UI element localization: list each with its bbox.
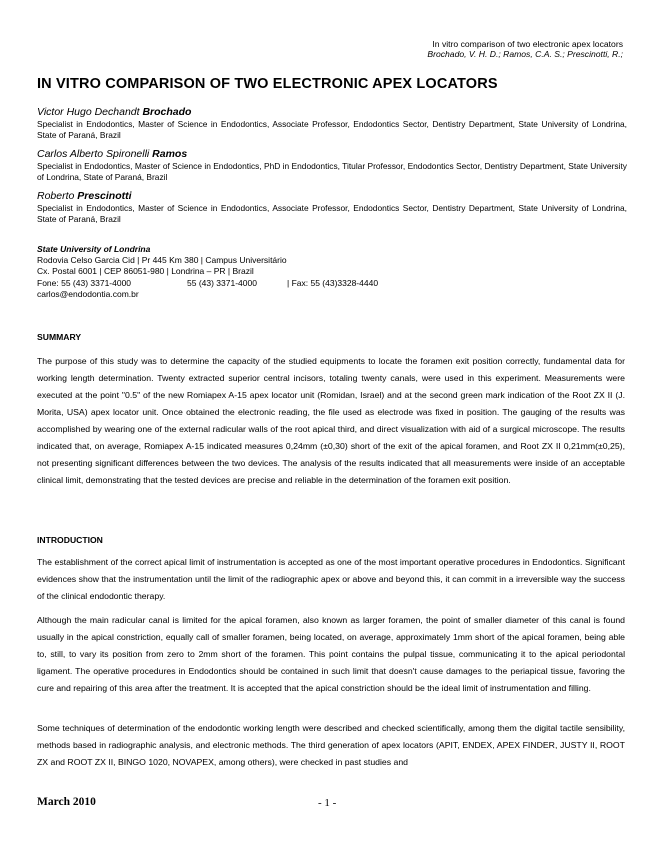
author-family-name: Brochado	[142, 106, 192, 118]
author-affiliation: Specialist in Endodontics, Master of Science in Endodontics, Associate Professor, Endodontics Sector, Dentistry Department, State University of Londrina, State of Paraná, Brazil	[37, 203, 627, 224]
institution-block	[37, 244, 378, 300]
page-number: - 1 -	[318, 797, 337, 809]
author-name	[37, 106, 627, 119]
summary-heading: SUMMARY	[37, 332, 82, 342]
author-affiliation: Specialist in Endodontics, Master of Science in Endodontics, Associate Professor, Endodontics Sector, Dentistry Department, State University of Londrina, State of Paraná, Brazil	[37, 119, 627, 140]
author-given-name: Victor Hugo Dechandt	[37, 106, 140, 118]
phone-number: Fone: 55 (43) 3371-4000	[37, 277, 132, 288]
introduction-paragraph: Some techniques of determination of the endodontic working length were described and checked scientifically, among them the digital tactile sensibility, methods based in radiographic analysis, and electronic methods. The third generation of apex locators (APIT, ENDEX, APEX FINDER, JUSTY II, ROOT ZX and ROOT ZX II, BINGO 1020, NOVAPEX, among others), were checked in past studies and	[37, 723, 625, 767]
author-affiliation: Specialist in Endodontics, Master of Science in Endodontics, PhD in Endodontics, Titular Professor, Endodontics Sector, Dentistry Department, State University of Londrina, State of Paraná, Brazil	[37, 161, 627, 182]
institution-address-line: Cx. Postal 6001 | CEP 86051-980 | Londrina – PR | Brazil	[37, 266, 254, 277]
contact-email: carlos@endodontia.com.br	[37, 288, 139, 299]
institution-name: State University of Londrina	[37, 244, 151, 254]
running-header	[427, 39, 623, 59]
author-name	[37, 148, 627, 161]
author-given-name: Roberto	[37, 190, 75, 202]
author-entry	[37, 106, 627, 140]
running-header-authors: Brochado, V. H. D.; Ramos, C.A. S.; Prescinotti, R.;	[427, 49, 623, 59]
introduction-heading: INTRODUCTION	[37, 535, 103, 545]
author-entry	[37, 190, 627, 224]
author-family-name: Ramos	[152, 148, 188, 160]
author-given-name: Carlos Alberto Spironelli	[37, 148, 150, 160]
author-entry	[37, 148, 627, 182]
phone-number: 55 (43) 3371-4000	[187, 277, 257, 288]
paper-title: IN VITRO COMPARISON OF TWO ELECTRONIC APEX LOCATORS	[37, 76, 498, 92]
running-header-title: In vitro comparison of two electronic apex locators	[432, 39, 623, 49]
footer-date: March 2010	[37, 796, 96, 808]
author-name	[37, 190, 627, 203]
author-family-name: Prescinotti	[77, 190, 132, 202]
introduction-paragraph: Although the main radicular canal is limited for the apical foramen, also known as larger foramen, the point of smaller diameter of this canal is found usually in the apical constriction, equally call of smaller foramen, being located, on average, approximately 1mm short of the apical foramen, being able to, still, to vary its position from zero to 2mm short of the foramen. This point contains the pulpal tissue, communicating it to the apical periodontal ligament. The operative procedures in Endodontics should be contained in such limit that doesn't cause damages to the periapical tissue, favoring the cure and repairing of this area after the treatment. It is accepted that the apical constriction should be the ideal limit of instrumentation and filling.	[37, 615, 625, 693]
fax-number: | Fax: 55 (43)3328-4440	[287, 277, 379, 288]
author-list	[37, 106, 627, 232]
institution-phones	[37, 278, 378, 289]
introduction-paragraph: The establishment of the correct apical limit of instrumentation is accepted as one of the most important operative procedures in Endodontics. Significant evidences show that the instrumentation until the limit of the radiographic apex or above and beyond this, it can commit in a irreversible way the success of the clinical endodontic therapy.	[37, 557, 625, 601]
institution-address-line: Rodovia Celso Garcia Cid | Pr 445 Km 380 | Campus Universitário	[37, 255, 287, 266]
summary-paragraph: The purpose of this study was to determine the capacity of the studied equipments to locate the foramen exit position correctly, fundamental data for working length determination. Twenty extracted superior central incisors, totaling twenty canals, were used in this experiment. Measurements were executed at the point "0.5" of the new Romiapex A-15 apex locator unit (Romidan, Israel) and at the second green mark indication of the Root ZX II (J. Morita, USA) apex locator unit. Once obtained the electronic reading, the file used as electrode was fixed in position. The gauging of the results was accomplished by wearing one of the external radicular walls of the root apical third, and direct visualization with aid of a surgical microscope. The results indicated that, on average, Romiapex A-15 indicated measures 0,24mm (±0,30) short of the exit of the apical foramen, and Root ZX II 0,21mm(±0,25), not presenting significant differences between the two devices. The analysis of the results indicated that all measurements were inside of an acceptable clinical limit, demonstrating that the tested devices are precise and reliable in the determination of the foramen exit position.	[37, 356, 625, 485]
